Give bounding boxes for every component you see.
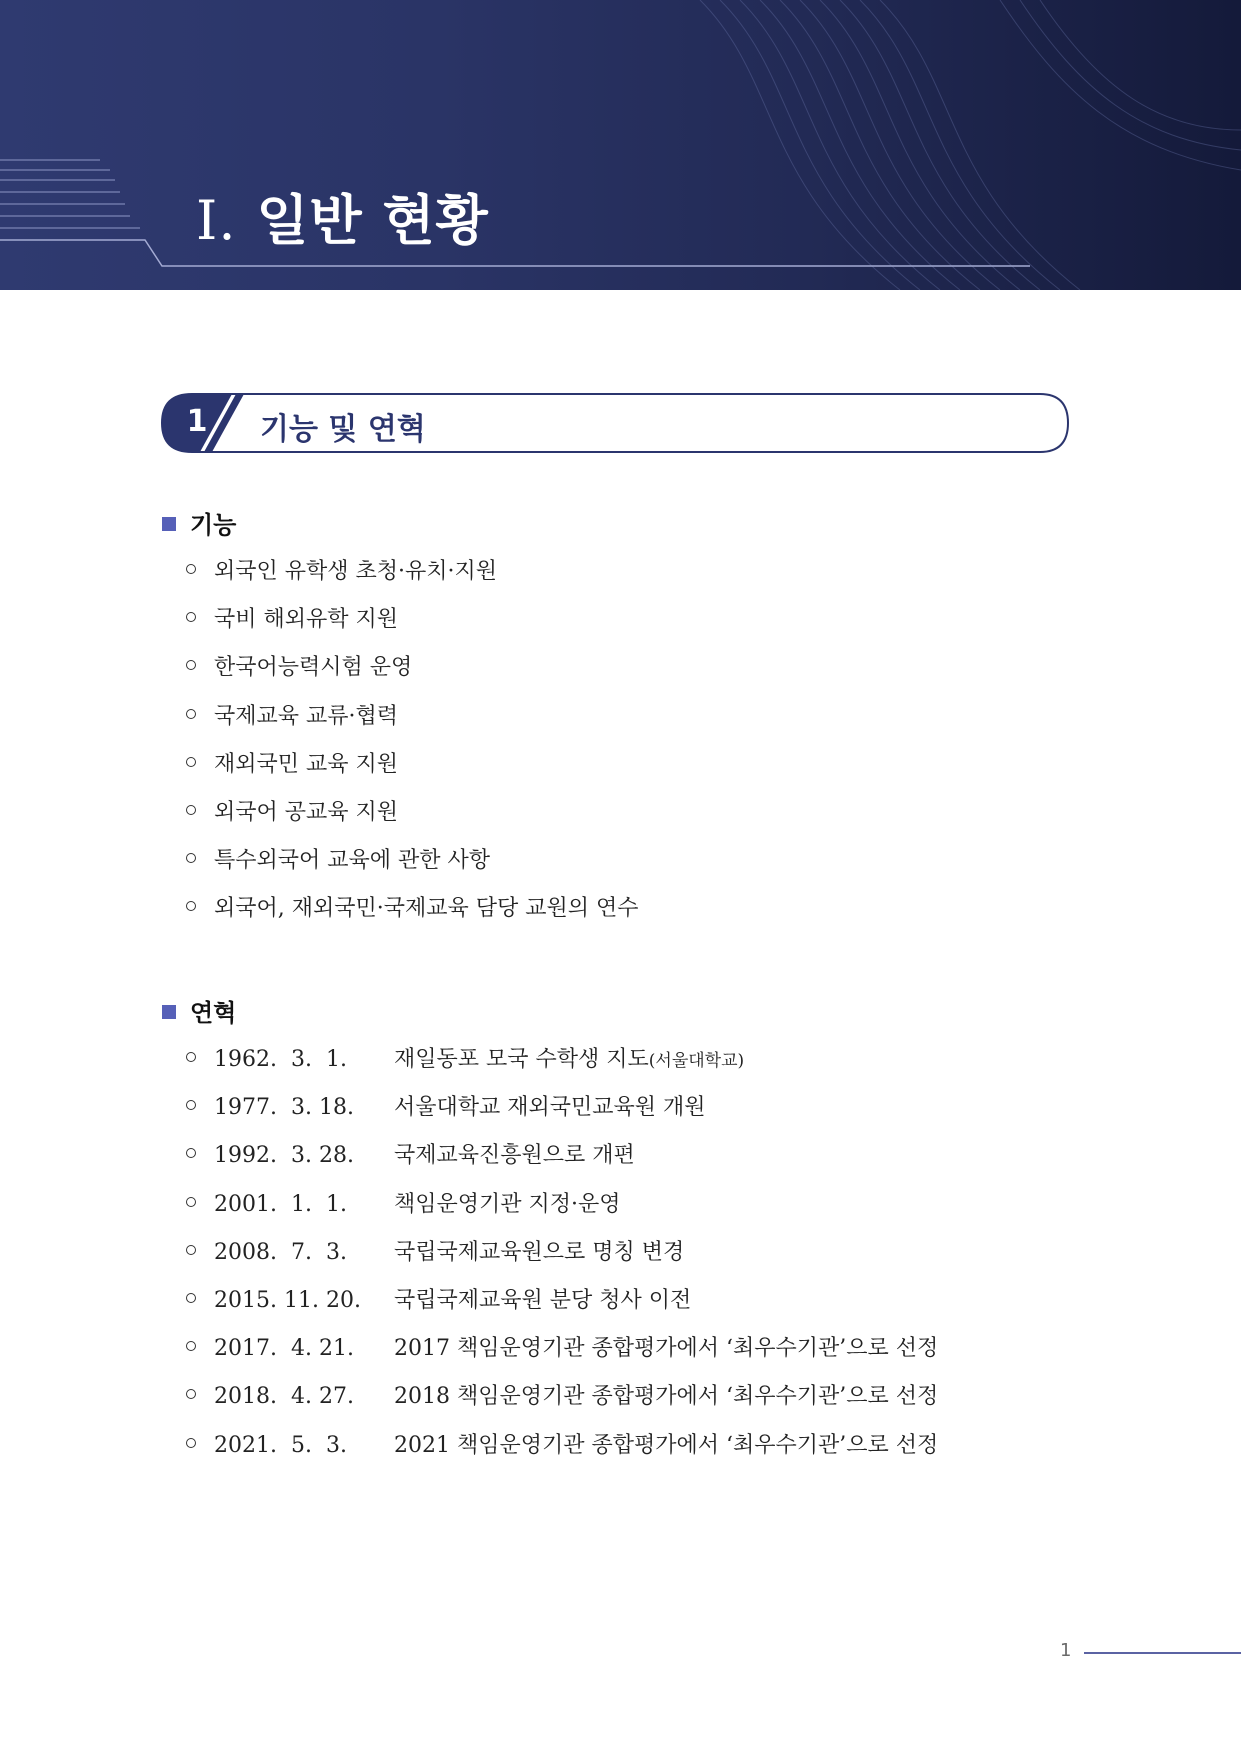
history-item xyxy=(186,1132,938,1180)
circle-bullet-icon xyxy=(186,1245,196,1255)
circle-bullet-icon xyxy=(186,1148,196,1158)
history-item xyxy=(186,1229,938,1277)
function-item-text: 국비 해외유학 지원 xyxy=(214,607,399,633)
history-date: 2008. 7. 3. xyxy=(214,1239,347,1265)
history-item xyxy=(186,1084,938,1132)
function-item-text: 외국인 유학생 초청·유치·지원 xyxy=(214,559,497,584)
history-text: 국립국제교육원 분당 청사 이전 xyxy=(394,1287,692,1313)
function-item xyxy=(186,596,639,644)
functions-heading-text: 기능 xyxy=(190,511,237,539)
circle-bullet-icon xyxy=(186,757,196,767)
history-text: 2017 책임운영기관 종합평가에서 ‘최우수기관’으로 선정 xyxy=(394,1336,939,1362)
history-text: 2018 책임운영기관 종합평가에서 ‘최우수기관’으로 선정 xyxy=(394,1384,939,1410)
chapter-title-text: 일반 현황 xyxy=(256,189,489,252)
history-heading xyxy=(162,993,236,1028)
history-heading-text: 연혁 xyxy=(190,999,237,1027)
history-item xyxy=(186,1036,938,1084)
function-item xyxy=(186,789,639,837)
function-item-text: 한국어능력시험 운영 xyxy=(214,655,413,681)
history-item xyxy=(186,1373,938,1421)
history-text: 국제교육진흥원으로 개편 xyxy=(394,1143,635,1169)
function-item-text: 특수외국어 교육에 관한 사항 xyxy=(214,848,491,874)
history-date: 2018. 4. 27. xyxy=(214,1384,354,1410)
history-text: 서울대학교 재외국민교육원 개원 xyxy=(394,1095,706,1121)
history-date: 2015. 11. 20. xyxy=(214,1287,361,1313)
history-text: 국립국제교육원으로 명칭 변경 xyxy=(394,1239,685,1265)
function-item-text: 국제교육 교류·협력 xyxy=(214,703,399,729)
history-date: 2021. 5. 3. xyxy=(214,1432,347,1458)
chapter-title xyxy=(196,178,489,255)
history-text: 재일동포 모국 수학생 지도 xyxy=(394,1047,649,1072)
history-item xyxy=(186,1277,938,1325)
circle-bullet-icon xyxy=(186,1197,196,1207)
chapter-banner xyxy=(0,0,1241,290)
function-item xyxy=(186,837,639,885)
chapter-numeral: Ⅰ. xyxy=(196,189,237,252)
function-item-text: 외국어 공교육 지원 xyxy=(214,799,399,825)
square-bullet-icon xyxy=(162,517,176,531)
history-date: 1977. 3. 18. xyxy=(214,1095,354,1121)
function-item xyxy=(186,885,639,933)
circle-bullet-icon xyxy=(186,1293,196,1303)
circle-bullet-icon xyxy=(186,1438,196,1448)
circle-bullet-icon xyxy=(186,1052,196,1062)
square-bullet-icon xyxy=(162,1005,176,1019)
function-item-text: 재외국민 교육 지원 xyxy=(214,751,399,777)
circle-bullet-icon xyxy=(186,1100,196,1110)
history-note: (서울대학교) xyxy=(648,1051,745,1071)
history-date: 2017. 4. 21. xyxy=(214,1336,354,1362)
function-item-text: 외국어, 재외국민·국제교육 담당 교원의 연수 xyxy=(214,896,639,922)
history-item xyxy=(186,1181,938,1229)
section-number: 1 xyxy=(186,404,208,439)
function-item xyxy=(186,644,639,692)
page-number: 1 xyxy=(1060,1640,1072,1661)
circle-bullet-icon xyxy=(186,901,196,911)
functions-list xyxy=(186,548,639,934)
circle-bullet-icon xyxy=(186,1341,196,1351)
circle-bullet-icon xyxy=(186,805,196,815)
banner-decoration xyxy=(0,0,1241,290)
history-date: 1962. 3. 1. xyxy=(214,1047,347,1072)
history-item xyxy=(186,1422,938,1470)
function-item xyxy=(186,548,639,596)
history-text: 책임운영기관 지정·운영 xyxy=(394,1191,621,1217)
function-item xyxy=(186,741,639,789)
functions-heading xyxy=(162,505,236,540)
section-header xyxy=(160,392,1070,454)
circle-bullet-icon xyxy=(186,660,196,670)
circle-bullet-icon xyxy=(186,564,196,574)
history-text: 2021 책임운영기관 종합평가에서 ‘최우수기관’으로 선정 xyxy=(394,1432,939,1458)
page-number-rule xyxy=(1084,1652,1241,1654)
history-date: 1992. 3. 28. xyxy=(214,1143,354,1169)
history-list xyxy=(186,1036,938,1470)
history-item xyxy=(186,1325,938,1373)
section-title: 기능 및 연혁 xyxy=(260,412,426,447)
circle-bullet-icon xyxy=(186,612,196,622)
function-item xyxy=(186,693,639,741)
circle-bullet-icon xyxy=(186,853,196,863)
circle-bullet-icon xyxy=(186,709,196,719)
history-date: 2001. 1. 1. xyxy=(214,1191,347,1217)
circle-bullet-icon xyxy=(186,1389,196,1399)
